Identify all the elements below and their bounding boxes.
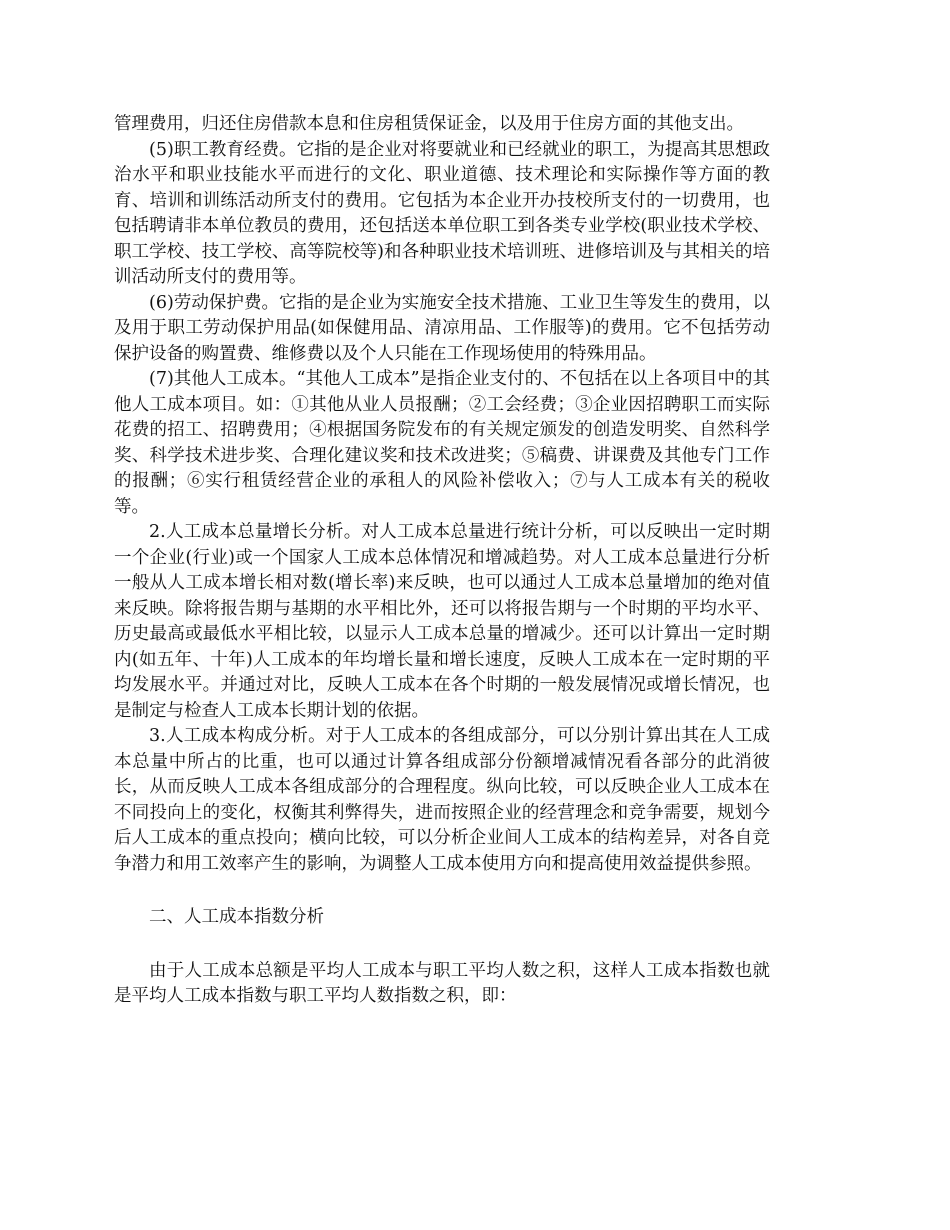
paragraph-composition-analysis: 3.人工成本构成分析。对于人工成本的各组成部分，可以分别计算出其在人工成本总量中所占的比重，也可以通过计算各组成部分份额增减情况看各部分的此消彼长，从而反映人工成本各组成部分的合理程度。纵向比较，可以反映企业人工成本在不同投向上的变化，权衡其利弊得失，进而按照企业的经营理念和竞争需要，规划今后人工成本的重点投向；横向比较，可以分析企业间人工成本的结构差异，对各自竞争潜力和用工效率产生的影响，为调整人工成本使用方向和提高使用效益提供参照。	[114, 726, 770, 874]
section-heading: 二、人工成本指数分析	[149, 907, 324, 927]
paragraph-housing-expenses: 管理费用，归还住房借款本息和住房租赁保证金，以及用于住房方面的其他支出。	[114, 114, 744, 134]
paragraph-labor-protection: (6)劳动保护费。它指的是企业为实施安全技术措施、工业卫生等发生的费用，以及用于职工劳动保护用品(如保健用品、清凉用品、工作服等)的费用。它不包括劳动保护设备的购置费、维修费以及个人只能在工作现场使用的特殊用品。	[114, 292, 770, 364]
paragraph-other-labor-costs: (7)其他人工成本。“其他人工成本”是指企业支付的、不包括在以上各项目中的其他人工成本项目。如：①其他从业人员报酬；②工会经费；③企业因招聘职工而实际花费的招工、招聘费用；④根据国务院发布的有关规定颁发的创造发明奖、自然科学奖、科学技术进步奖、合理化建议奖和技术改进奖；⑤稿费、讲课费及其他专门工作的报酬；⑥实行租赁经营企业的承租人的风险补偿收入；⑦与人工成本有关的税收等。	[114, 369, 770, 517]
paragraph-total-growth-analysis: 2.人工成本总量增长分析。对人工成本总量进行统计分析，可以反映出一定时期一个企业(行业)或一个国家人工成本总体情况和增减趋势。对人工成本总量进行分析一般从人工成本增长相对数(增长率)来反映，也可以通过人工成本总量增加的绝对值来反映。除将报告期与基期的水平相比外，还可以将报告期与一个时期的平均水平、历史最高或最低水平相比较，以显示人工成本总量的增减少。还可以计算出一定时期内(如五年、十年)人工成本的年均增长量和增长速度，反映人工成本在一定时期的平均发展水平。并通过对比，反映人工成本在各个时期的一般发展情况或增长情况，也是制定与检查人工成本长期计划的依据。	[114, 522, 770, 721]
paragraph-education-funds: (5)职工教育经费。它指的是企业对将要就业和已经就业的职工，为提高其思想政治水平和职业技能水平而进行的文化、职业道德、技术理论和实际操作等方面的教育、培训和训练活动所支付的费用。它包括为本企业开办技校所支付的一切费用，也包括聘请非本单位教员的费用，还包括送本单位职工到各类专业学校(职业技术学校、职工学校、技工学校、高等院校等)和各种职业技术培训班、进修培训及与其相关的培训活动所支付的费用等。	[114, 139, 770, 287]
paragraph-index-analysis: 由于人工成本总额是平均人工成本与职工平均人数之积，这样人工成本指数也就是平均人工成本指数与职工平均人数指数之积，即：	[114, 960, 770, 1006]
document-page	[114, 112, 770, 1010]
